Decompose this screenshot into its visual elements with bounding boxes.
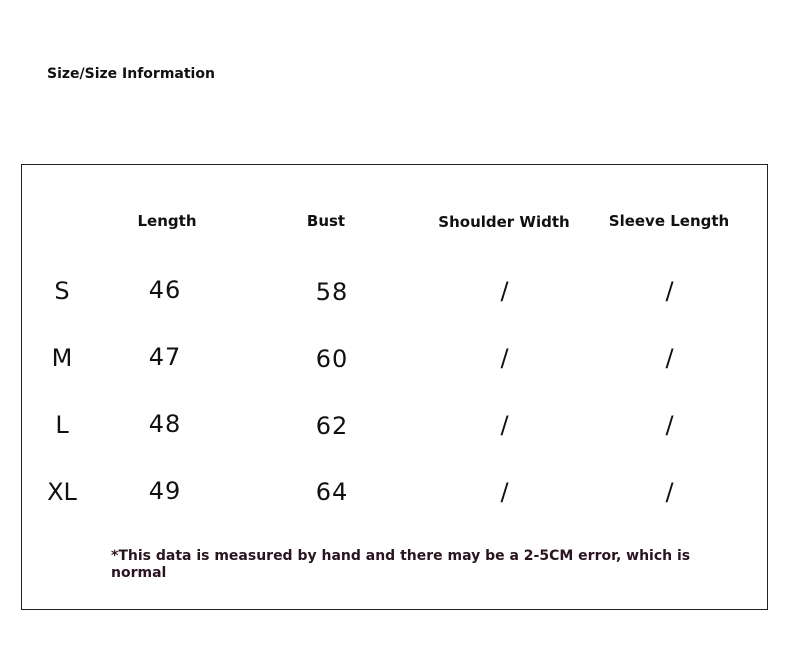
size-chart-table — [21, 164, 768, 610]
cell-l-length: 48 — [148, 410, 182, 438]
cell-l-shoulder: / — [500, 411, 510, 439]
size-label-xl: XL — [47, 478, 77, 506]
cell-xl-shoulder: / — [500, 478, 510, 506]
header-bust: Bust — [306, 212, 346, 230]
header-sleeve-length: Sleeve Length — [608, 212, 730, 230]
measurement-footnote: *This data is measured by hand and there may be a 2-5CM error, which is normal — [111, 548, 691, 581]
cell-xl-bust: 64 — [315, 478, 349, 506]
cell-s-shoulder: / — [500, 277, 510, 305]
cell-l-sleeve: / — [665, 411, 675, 439]
cell-l-bust: 62 — [315, 412, 349, 440]
cell-s-length: 46 — [148, 276, 182, 304]
cell-s-sleeve: / — [665, 277, 675, 305]
page-title: Size/Size Information — [47, 66, 215, 82]
cell-m-shoulder: / — [500, 344, 510, 372]
cell-m-bust: 60 — [315, 345, 349, 373]
cell-s-bust: 58 — [315, 278, 349, 306]
header-length: Length — [137, 212, 197, 230]
cell-m-sleeve: / — [665, 344, 675, 372]
cell-xl-length: 49 — [148, 477, 182, 505]
header-shoulder-width: Shoulder Width — [438, 213, 570, 231]
size-label-m: M — [51, 344, 73, 372]
cell-m-length: 47 — [148, 343, 182, 371]
cell-xl-sleeve: / — [665, 478, 675, 506]
size-label-s: S — [54, 277, 70, 305]
size-label-l: L — [55, 411, 69, 439]
